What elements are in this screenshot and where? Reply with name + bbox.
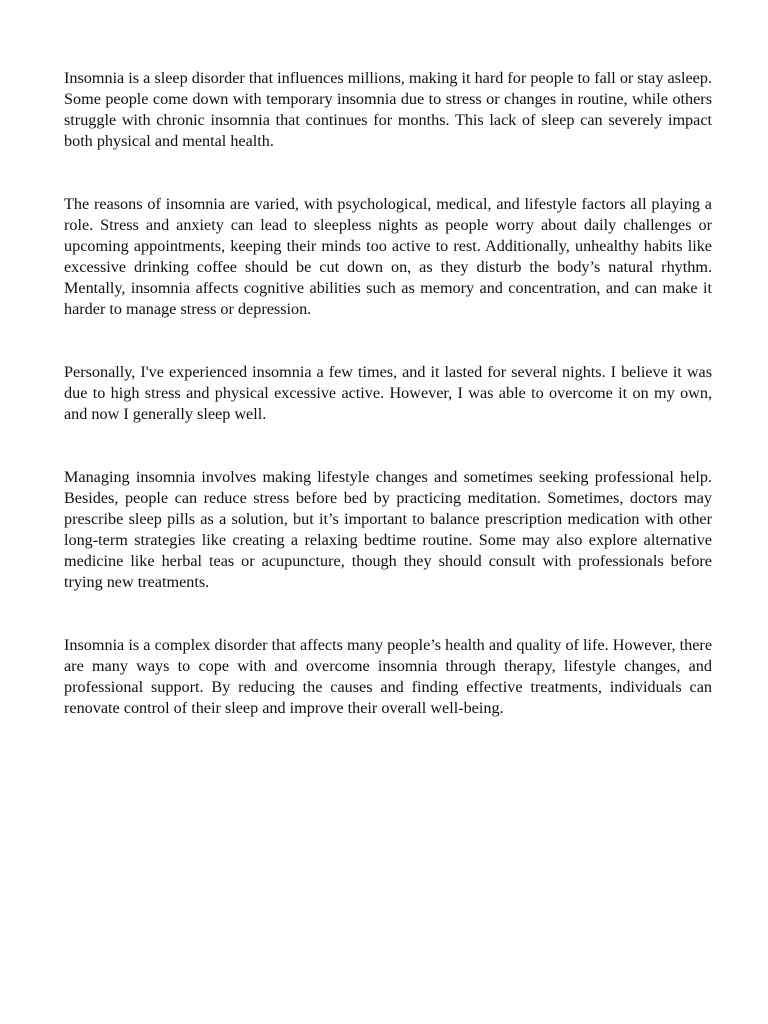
- paragraph-conclusion: Insomnia is a complex disorder that affects many people’s health and quality of life. However, there are many ways to cope with and overcome insomnia through therapy, lifestyle changes, and professional support. By reducing the causes and finding effective treatments, individuals can renovate control of their sleep and improve their overall well-being.: [64, 636, 717, 717]
- document-body: [64, 68, 721, 761]
- paragraph-introduction: Insomnia is a sleep disorder that influences millions, making it hard for people to fall or stay asleep. Some people come down with temporary insomnia due to stress or changes in routine, while others struggle with chronic insomnia that continues for months. This lack of sleep can severely impact both physical and mental health.: [64, 69, 717, 150]
- paragraph-management: Managing insomnia involves making lifestyle changes and sometimes seeking professional help. Besides, people can reduce stress before bed by practicing meditation. Sometimes, doctors may prescribe sleep pills as a solution, but it’s important to balance prescription medication with other long-term strategies like creating a relaxing bedtime routine. Some may also explore alternative medicine like herbal teas or acupuncture, though they should consult with professionals before trying new treatments.: [64, 468, 721, 591]
- paragraph-personal-experience: Personally, I've experienced insomnia a few times, and it lasted for several nights. I believe it was due to high stress and physical excessive active. However, I was able to overcome it on my own, and now I generally sleep well.: [64, 363, 717, 423]
- paragraph-causes: The reasons of insomnia are varied, with psychological, medical, and lifestyle factors all playing a role. Stress and anxiety can lead to sleepless nights as people worry about daily challenges or upcoming appointments, keeping their minds too active to rest. Additionally, unhealthy habits like excessive drinking coffee should be cut down on, as they disturb the body’s natural rhythm. Mentally, insomnia affects cognitive abilities such as memory and concentration, and can make it harder to manage stress or depression.: [64, 195, 721, 318]
